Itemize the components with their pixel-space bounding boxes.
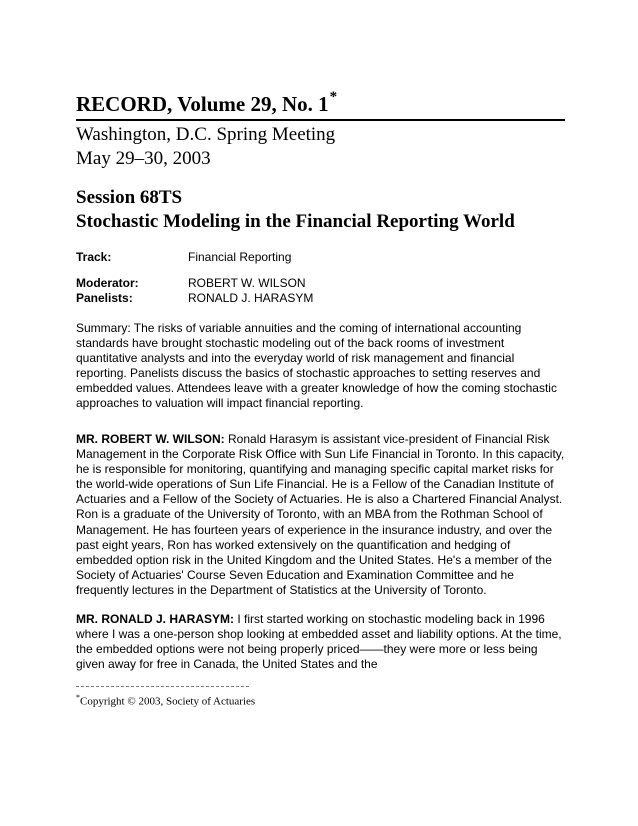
panelists-value: RONALD J. HARASYM xyxy=(188,291,314,305)
record-title xyxy=(76,91,337,117)
footnote xyxy=(76,693,255,708)
harasym-text: I first started working on stochastic modeling back in 1996 where I was a one-person shop looking at embedded asset and liability options. At the time, the embedded options were not being properly priced——they were more or less being given away for free in Canada, the United States and the xyxy=(76,612,562,672)
harasym-speaker: MR. RONALD J. HARASYM: xyxy=(76,612,234,626)
footnote-marker-small: * xyxy=(76,693,80,702)
summary-paragraph: Summary: The risks of variable annuities and the coming of international accounting standards have brought stochastic modeling out of the back rooms of investment quantitative analysts and into the everyday world of risk management and financial reporting. Panelists discuss the basics of stochastic approaches to setting reserves and embedded values. Attendees leave with a greater knowledge of how the coming stochastic approaches to valuation will impact financial reporting. xyxy=(76,321,557,411)
footnote-text: Copyright © 2003, Society of Actuaries xyxy=(80,695,256,708)
wilson-paragraph xyxy=(76,432,566,598)
title-rule xyxy=(76,119,565,121)
session-number: Session 68TS xyxy=(76,187,183,208)
panelists-row xyxy=(76,291,313,305)
session-title: Stochastic Modeling in the Financial Reporting World xyxy=(76,211,515,232)
moderator-label: Moderator: xyxy=(76,276,139,290)
moderator-row xyxy=(76,276,306,290)
wilson-text: Ronald Harasym is assistant vice-president of Financial Risk Management in the Corporate Risk Office with Sun Life Financial in Toronto. In this capacity, he is responsible for monitoring, quantifying and managing specific capital market risks for the world-wide operations of Sun Life Financial. He is a Fellow of the Canadian Institute of Actuaries and a Fellow of the Society of Actuaries. He is also a Chartered Financial Analyst. Ron is a graduate of the University of Toronto, with an MBA from the Rothman School of Management. He has fourteen years of experience in the insurance industry, and over the past eight years, Ron has worked extensively on the quantification and hedging of embedded option risk in the United Kingdom and the United States. He's a member of the Society of Actuaries' Course Seven Education and Examination Committee and he frequently lectures in the Department of Statistics at the University of Toronto. xyxy=(76,432,565,597)
meeting-location: Washington, D.C. Spring Meeting xyxy=(76,124,336,145)
record-title-text: RECORD, Volume 29, No. 1 xyxy=(76,92,329,116)
moderator-value: ROBERT W. WILSON xyxy=(188,276,306,290)
harasym-paragraph xyxy=(76,612,566,672)
track-label: Track: xyxy=(76,250,112,264)
meeting-dates: May 29–30, 2003 xyxy=(76,148,211,169)
track-row xyxy=(76,250,291,264)
panelists-label: Panelists: xyxy=(76,291,133,305)
footnote-marker: * xyxy=(329,89,338,105)
wilson-speaker: MR. ROBERT W. WILSON: xyxy=(76,432,225,446)
footnote-rule xyxy=(76,686,249,687)
track-value: Financial Reporting xyxy=(188,250,292,264)
